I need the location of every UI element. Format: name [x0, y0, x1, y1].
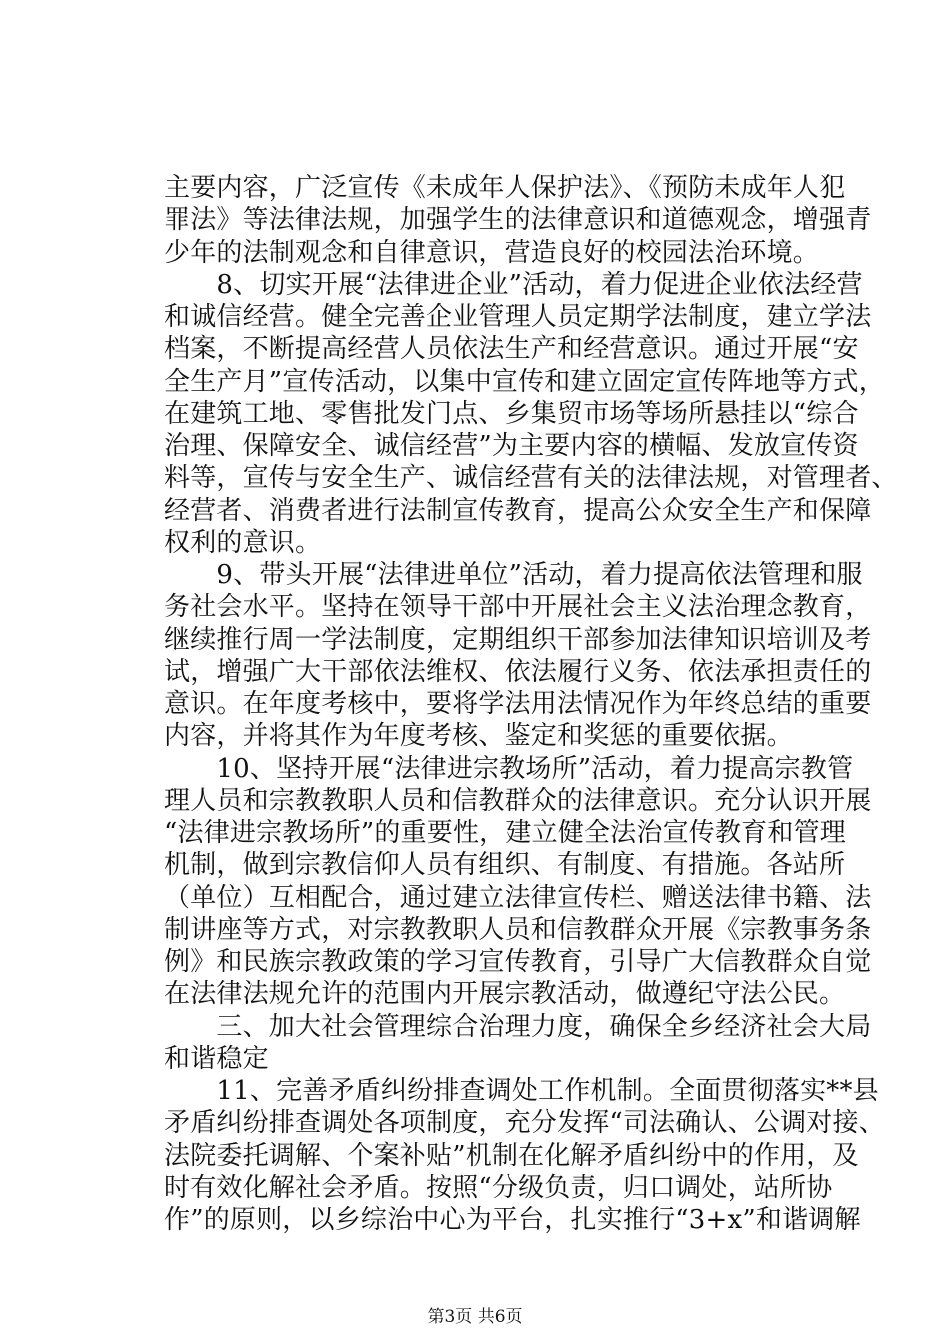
text-line: 8、切实开展“法律进企业”活动，着力促进企业依法经营	[164, 269, 863, 300]
text-line: 治理、保障安全、诚信经营”为主要内容的横幅、发放宣传资	[164, 431, 859, 461]
page-footer: 第3页 共6页	[427, 1307, 523, 1327]
text-line: 继续推行周一学法制度，定期组织干部参加法律知识培训及考	[164, 624, 872, 655]
text-line: 主要内容，广泛宣传《未成年人保护法》、《预防未成年人犯	[164, 173, 846, 203]
text-line: 作”的原则，以乡综治中心为平台，扎实推行“3+x”和谐调解	[164, 1205, 861, 1235]
text-line: 经营者、消费者进行法制宣传教育，提高公众安全生产和保障	[164, 495, 872, 526]
text-line: 例》和民族宗教政策的学习宣传教育，引导广大信教群众自觉	[164, 947, 872, 977]
text-line: 制讲座等方式，对宗教教职人员和信教群众开展《宗教事务条	[164, 914, 872, 945]
text-line: 11、完善矛盾纠纷排查调处工作机制。全面贯彻落实**县	[164, 1076, 879, 1106]
text-line: 理人员和宗教教职人员和信教群众的法律意识。充分认识开展	[164, 785, 872, 816]
text-line: 在法律法规允许的范围内开展宗教活动，做遵纪守法公民。	[164, 979, 846, 1010]
text-line: 试，增强广大干部依法维权、依法履行义务、依法承担责任的	[164, 656, 872, 687]
text-line: 意识。在年度考核中，要将学法用法情况作为年终总结的重要	[164, 689, 872, 719]
text-line: 少年的法制观念和自律意识，营造良好的校园法治环境。	[164, 237, 820, 268]
text-line: 料等，宣传与安全生产、诚信经营有关的法律法规，对管理者、	[164, 463, 898, 494]
text-line: 在建筑工地、零售批发门点、乡集贸市场等场所悬挂以“综合	[164, 398, 859, 429]
text-line: （单位）互相配合，通过建立法律宣传栏、赠送法律书籍、法	[164, 882, 872, 913]
text-line: 9、带头开展“法律进单位”活动，着力提高依法管理和服	[164, 560, 863, 590]
text-line: 10、坚持开展“法律进宗教场所”活动，着力提高宗教管	[164, 753, 854, 784]
text-line: 务社会水平。坚持在领导干部中开展社会主义法治理念教育，	[164, 592, 872, 623]
text-line: 三、加大社会管理综合治理力度，确保全乡经济社会大局	[164, 1011, 872, 1042]
text-line: 和谐稳定	[164, 1043, 269, 1074]
text-line: 时有效化解社会矛盾。按照“分级负责，归口调处，站所协	[164, 1172, 833, 1203]
text-line: “法律进宗教场所”的重要性，建立健全法治宣传教育和管理	[164, 818, 846, 848]
text-line: 法院委托调解、个案补贴”机制在化解矛盾纠纷中的作用，及	[164, 1140, 859, 1171]
text-line: 罪法》等法律法规，加强学生的法律意识和道德观念，增强青	[164, 205, 872, 236]
text-line: 全生产月”宣传活动，以集中宣传和建立固定宣传阵地等方式，	[164, 366, 885, 397]
text-line: 机制，做到宗教信仰人员有组织、有制度、有措施。各站所	[164, 850, 846, 881]
text-line: 矛盾纠纷排查调处各项制度，充分发挥“司法确认、公调对接、	[164, 1108, 885, 1139]
text-line: 权利的意识。	[164, 527, 322, 558]
text-line: 和诚信经营。健全完善企业管理人员定期学法制度，建立学法	[164, 302, 872, 332]
text-line: 档案，不断提高经营人员依法生产和经营意识。通过开展“安	[164, 334, 859, 365]
text-line: 内容，并将其作为年度考核、鉴定和奖惩的重要依据。	[164, 721, 793, 752]
